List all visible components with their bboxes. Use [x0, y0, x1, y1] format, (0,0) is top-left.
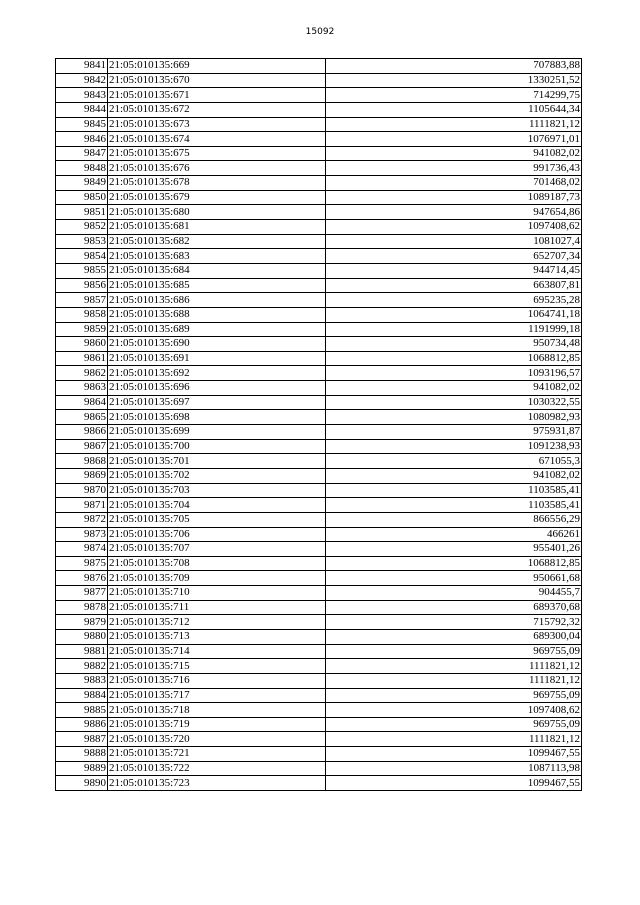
- row-number-cell: 9864: [56, 395, 108, 410]
- cadastral-number-cell: 21:05:010135:689: [108, 322, 326, 337]
- cadastral-value-cell: 955401,26: [326, 542, 582, 557]
- table-row: [56, 117, 582, 132]
- cadastral-value-cell: 1191999,18: [326, 322, 582, 337]
- table-body: [56, 59, 582, 791]
- row-number-cell: 9851: [56, 205, 108, 220]
- cadastral-number-cell: 21:05:010135:709: [108, 571, 326, 586]
- row-number-cell: 9860: [56, 337, 108, 352]
- row-number-cell: 9856: [56, 278, 108, 293]
- cadastral-value-cell: 1105644,34: [326, 102, 582, 117]
- table-row: [56, 366, 582, 381]
- cadastral-number-cell: 21:05:010135:672: [108, 102, 326, 117]
- table-row: [56, 425, 582, 440]
- row-number-cell: 9855: [56, 263, 108, 278]
- table-row: [56, 454, 582, 469]
- table-row: [56, 337, 582, 352]
- row-number-cell: 9879: [56, 615, 108, 630]
- cadastral-number-cell: 21:05:010135:688: [108, 307, 326, 322]
- cadastral-number-cell: 21:05:010135:723: [108, 776, 326, 791]
- table-row: [56, 512, 582, 527]
- cadastral-number-cell: 21:05:010135:685: [108, 278, 326, 293]
- table-row: [56, 351, 582, 366]
- cadastral-number-cell: 21:05:010135:680: [108, 205, 326, 220]
- cadastral-value-cell: 941082,02: [326, 468, 582, 483]
- cadastral-number-cell: 21:05:010135:676: [108, 161, 326, 176]
- row-number-cell: 9843: [56, 88, 108, 103]
- cadastral-value-cell: 1087113,98: [326, 761, 582, 776]
- cadastral-value-cell: 904455,7: [326, 586, 582, 601]
- cadastral-value-cell: 1068812,85: [326, 351, 582, 366]
- table-row: [56, 688, 582, 703]
- table-row: [56, 468, 582, 483]
- cadastral-number-cell: 21:05:010135:720: [108, 732, 326, 747]
- row-number-cell: 9849: [56, 176, 108, 191]
- cadastral-number-cell: 21:05:010135:696: [108, 381, 326, 396]
- cadastral-value-cell: 695235,28: [326, 293, 582, 308]
- table-row: [56, 483, 582, 498]
- cadastral-value-cell: 1103585,41: [326, 498, 582, 513]
- cadastral-value-cell: 1068812,85: [326, 556, 582, 571]
- table-row: [56, 220, 582, 235]
- cadastral-value-cell: 1089187,73: [326, 190, 582, 205]
- row-number-cell: 9884: [56, 688, 108, 703]
- cadastral-number-cell: 21:05:010135:722: [108, 761, 326, 776]
- row-number-cell: 9865: [56, 410, 108, 425]
- table-row: [56, 132, 582, 147]
- cadastral-number-cell: 21:05:010135:707: [108, 542, 326, 557]
- row-number-cell: 9868: [56, 454, 108, 469]
- cadastral-number-cell: 21:05:010135:682: [108, 234, 326, 249]
- cadastral-number-cell: 21:05:010135:713: [108, 629, 326, 644]
- cadastral-number-cell: 21:05:010135:706: [108, 527, 326, 542]
- cadastral-number-cell: 21:05:010135:681: [108, 220, 326, 235]
- table-row: [56, 381, 582, 396]
- row-number-cell: 9867: [56, 439, 108, 454]
- row-number-cell: 9889: [56, 761, 108, 776]
- table-row: [56, 439, 582, 454]
- cadastral-value-cell: 1103585,41: [326, 483, 582, 498]
- cadastral-value-cell: 652707,34: [326, 249, 582, 264]
- cadastral-value-cell: 866556,29: [326, 512, 582, 527]
- cadastral-number-cell: 21:05:010135:712: [108, 615, 326, 630]
- cadastral-value-cell: 663807,81: [326, 278, 582, 293]
- table-row: [56, 542, 582, 557]
- cadastral-value-cell: 1097408,62: [326, 220, 582, 235]
- table-row: [56, 73, 582, 88]
- row-number-cell: 9887: [56, 732, 108, 747]
- cadastral-value-cell: 941082,02: [326, 381, 582, 396]
- row-number-cell: 9853: [56, 234, 108, 249]
- cadastral-number-cell: 21:05:010135:714: [108, 644, 326, 659]
- row-number-cell: 9883: [56, 673, 108, 688]
- row-number-cell: 9877: [56, 586, 108, 601]
- row-number-cell: 9869: [56, 468, 108, 483]
- row-number-cell: 9841: [56, 59, 108, 74]
- table-row: [56, 322, 582, 337]
- row-number-cell: 9870: [56, 483, 108, 498]
- cadastral-value-cell: 1330251,52: [326, 73, 582, 88]
- row-number-cell: 9885: [56, 703, 108, 718]
- cadastral-number-cell: 21:05:010135:699: [108, 425, 326, 440]
- table-row: [56, 776, 582, 791]
- cadastral-number-cell: 21:05:010135:674: [108, 132, 326, 147]
- table-row: [56, 498, 582, 513]
- table-row: [56, 703, 582, 718]
- cadastral-value-cell: 1097408,62: [326, 703, 582, 718]
- row-number-cell: 9890: [56, 776, 108, 791]
- cadastral-number-cell: 21:05:010135:717: [108, 688, 326, 703]
- cadastral-number-cell: 21:05:010135:708: [108, 556, 326, 571]
- page-number: 15092: [305, 27, 335, 37]
- cadastral-number-cell: 21:05:010135:700: [108, 439, 326, 454]
- table-row: [56, 571, 582, 586]
- table-row: [56, 146, 582, 161]
- cadastral-number-cell: 21:05:010135:703: [108, 483, 326, 498]
- row-number-cell: 9875: [56, 556, 108, 571]
- table-row: [56, 556, 582, 571]
- cadastral-number-cell: 21:05:010135:705: [108, 512, 326, 527]
- table-row: [56, 586, 582, 601]
- cadastral-value-cell: 1093196,57: [326, 366, 582, 381]
- table-row: [56, 600, 582, 615]
- table-row: [56, 102, 582, 117]
- cadastral-number-cell: 21:05:010135:691: [108, 351, 326, 366]
- cadastral-value-cell: 950734,48: [326, 337, 582, 352]
- cadastral-value-cell: 715792,32: [326, 615, 582, 630]
- table-row: [56, 176, 582, 191]
- table-row: [56, 307, 582, 322]
- cadastral-value-cell: 947654,86: [326, 205, 582, 220]
- cadastral-value-cell: 1111821,12: [326, 659, 582, 674]
- cadastral-value-cell: 1076971,01: [326, 132, 582, 147]
- cadastral-value-cell: 689370,68: [326, 600, 582, 615]
- table-row: [56, 249, 582, 264]
- row-number-cell: 9862: [56, 366, 108, 381]
- table-row: [56, 234, 582, 249]
- cadastral-number-cell: 21:05:010135:701: [108, 454, 326, 469]
- cadastral-number-cell: 21:05:010135:675: [108, 146, 326, 161]
- table-row: [56, 659, 582, 674]
- row-number-cell: 9874: [56, 542, 108, 557]
- cadastral-value-cell: 707883,88: [326, 59, 582, 74]
- cadastral-number-cell: 21:05:010135:686: [108, 293, 326, 308]
- table-row: [56, 190, 582, 205]
- cadastral-number-cell: 21:05:010135:710: [108, 586, 326, 601]
- row-number-cell: 9888: [56, 747, 108, 762]
- table-row: [56, 644, 582, 659]
- cadastral-number-cell: 21:05:010135:678: [108, 176, 326, 191]
- table-row: [56, 395, 582, 410]
- cadastral-number-cell: 21:05:010135:715: [108, 659, 326, 674]
- cadastral-value-cell: 1064741,18: [326, 307, 582, 322]
- cadastral-number-cell: 21:05:010135:692: [108, 366, 326, 381]
- cadastral-number-cell: 21:05:010135:702: [108, 468, 326, 483]
- row-number-cell: 9882: [56, 659, 108, 674]
- table-row: [56, 732, 582, 747]
- cadastral-value-cell: 1099467,55: [326, 747, 582, 762]
- table-row: [56, 205, 582, 220]
- table-row: [56, 761, 582, 776]
- cadastral-value-cell: 714299,75: [326, 88, 582, 103]
- cadastral-value-cell: 689300,04: [326, 629, 582, 644]
- row-number-cell: 9848: [56, 161, 108, 176]
- cadastral-value-cell: 701468,02: [326, 176, 582, 191]
- table-row: [56, 673, 582, 688]
- row-number-cell: 9857: [56, 293, 108, 308]
- cadastral-value-cell: 466261: [326, 527, 582, 542]
- row-number-cell: 9844: [56, 102, 108, 117]
- table-row: [56, 717, 582, 732]
- cadastral-value-cell: 1111821,12: [326, 117, 582, 132]
- row-number-cell: 9872: [56, 512, 108, 527]
- cadastral-number-cell: 21:05:010135:679: [108, 190, 326, 205]
- cadastral-number-cell: 21:05:010135:684: [108, 263, 326, 278]
- row-number-cell: 9866: [56, 425, 108, 440]
- row-number-cell: 9842: [56, 73, 108, 88]
- table-row: [56, 59, 582, 74]
- cadastral-number-cell: 21:05:010135:690: [108, 337, 326, 352]
- row-number-cell: 9863: [56, 381, 108, 396]
- cadastral-value-cell: 950661,68: [326, 571, 582, 586]
- cadastral-value-cell: 1081027,4: [326, 234, 582, 249]
- row-number-cell: 9878: [56, 600, 108, 615]
- row-number-cell: 9858: [56, 307, 108, 322]
- row-number-cell: 9871: [56, 498, 108, 513]
- cadastral-number-cell: 21:05:010135:716: [108, 673, 326, 688]
- cadastral-value-cell: 969755,09: [326, 717, 582, 732]
- cadastral-value-cell: 969755,09: [326, 688, 582, 703]
- table-row: [56, 263, 582, 278]
- table-row: [56, 88, 582, 103]
- cadastral-number-cell: 21:05:010135:704: [108, 498, 326, 513]
- row-number-cell: 9880: [56, 629, 108, 644]
- cadastral-value-cell: 1111821,12: [326, 673, 582, 688]
- table-row: [56, 293, 582, 308]
- cadastral-number-cell: 21:05:010135:721: [108, 747, 326, 762]
- cadastral-number-cell: 21:05:010135:669: [108, 59, 326, 74]
- row-number-cell: 9852: [56, 220, 108, 235]
- row-number-cell: 9847: [56, 146, 108, 161]
- cadastral-number-cell: 21:05:010135:670: [108, 73, 326, 88]
- cadastral-value-cell: 1080982,93: [326, 410, 582, 425]
- cadastral-value-cell: 944714,45: [326, 263, 582, 278]
- cadastral-value-cell: 969755,09: [326, 644, 582, 659]
- table-row: [56, 747, 582, 762]
- row-number-cell: 9861: [56, 351, 108, 366]
- cadastral-number-cell: 21:05:010135:671: [108, 88, 326, 103]
- cadastral-value-cell: 671055,3: [326, 454, 582, 469]
- row-number-cell: 9886: [56, 717, 108, 732]
- cadastral-value-cell: 991736,43: [326, 161, 582, 176]
- row-number-cell: 9859: [56, 322, 108, 337]
- row-number-cell: 9845: [56, 117, 108, 132]
- row-number-cell: 9846: [56, 132, 108, 147]
- data-table: [55, 58, 582, 791]
- cadastral-number-cell: 21:05:010135:719: [108, 717, 326, 732]
- table-row: [56, 615, 582, 630]
- cadastral-value-cell: 1111821,12: [326, 732, 582, 747]
- row-number-cell: 9854: [56, 249, 108, 264]
- table-row: [56, 629, 582, 644]
- row-number-cell: 9850: [56, 190, 108, 205]
- table-row: [56, 278, 582, 293]
- table-row: [56, 161, 582, 176]
- row-number-cell: 9876: [56, 571, 108, 586]
- cadastral-number-cell: 21:05:010135:673: [108, 117, 326, 132]
- row-number-cell: 9881: [56, 644, 108, 659]
- cadastral-value-cell: 941082,02: [326, 146, 582, 161]
- cadastral-number-cell: 21:05:010135:697: [108, 395, 326, 410]
- table-row: [56, 527, 582, 542]
- row-number-cell: 9873: [56, 527, 108, 542]
- cadastral-number-cell: 21:05:010135:711: [108, 600, 326, 615]
- cadastral-value-cell: 975931,87: [326, 425, 582, 440]
- table-row: [56, 410, 582, 425]
- cadastral-number-cell: 21:05:010135:683: [108, 249, 326, 264]
- cadastral-number-cell: 21:05:010135:698: [108, 410, 326, 425]
- cadastral-number-cell: 21:05:010135:718: [108, 703, 326, 718]
- cadastral-value-cell: 1030322,55: [326, 395, 582, 410]
- cadastral-value-cell: 1091238,93: [326, 439, 582, 454]
- cadastral-value-cell: 1099467,55: [326, 776, 582, 791]
